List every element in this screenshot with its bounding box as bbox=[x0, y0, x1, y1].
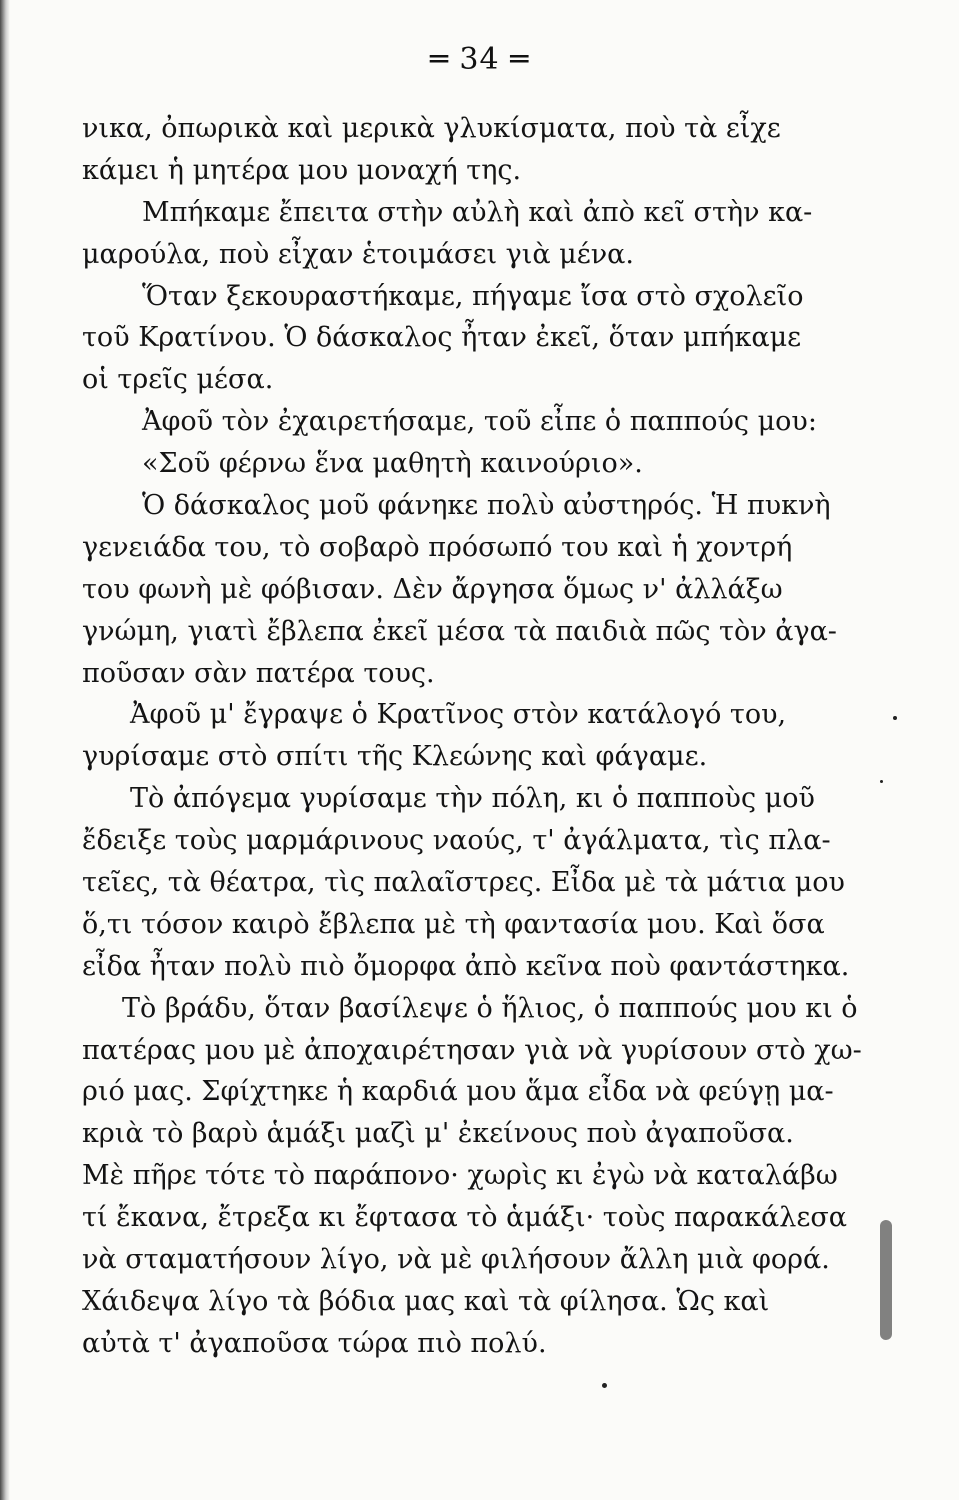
text-line: τοῦ Κρατίνου. Ὁ δάσκαλος ἦταν ἐκεῖ, ὅταν μπήκαμε bbox=[82, 322, 802, 354]
text-line: Μπήκαμε ἔπειτα στὴν αὐλὴ καὶ ἀπὸ κεῖ στὴν κα- bbox=[142, 196, 813, 228]
text-line: ριό μας. Σφίχτηκε ἡ καρδιά μου ἅμα εἶδα νὰ φεύγῃ μα- bbox=[82, 1076, 834, 1108]
text-line: Τὸ ἀπόγεμα γυρίσαμε τὴν πόλη, κι ὁ παπποὺς μοῦ bbox=[130, 783, 815, 815]
text-line: Ὅταν ξεκουραστήκαμε, πήγαμε ἴσα στὸ σχολεῖο bbox=[142, 280, 804, 312]
text-line: ὅ,τι τόσον καιρὸ ἔβλεπα μὲ τὴ φαντασία μου. Καὶ ὅσα bbox=[82, 908, 825, 940]
ink-spot bbox=[880, 780, 883, 783]
body-text bbox=[82, 108, 882, 1365]
text-line: αὐτὰ τ' ἀγαποῦσα τώρα πιὸ πολύ. bbox=[82, 1327, 547, 1359]
page-number: ═ 34 ═ bbox=[429, 42, 530, 77]
text-line: τεῖες, τὰ θέατρα, τὶς παλαῖστρες. Εἶδα μὲ τὰ μάτια μου bbox=[82, 867, 845, 899]
text-line: κριὰ τὸ βαρὺ ἁμάξι μαζὶ μ' ἐκείνους ποὺ ἀγαποῦσα. bbox=[82, 1118, 794, 1150]
text-line: νικα, ὀπωρικὰ καὶ μερικὰ γλυκίσματα, ποὺ τὰ εἶχε bbox=[82, 113, 781, 144]
page-edge-shadow bbox=[0, 0, 10, 1500]
text-line: γυρίσαμε στὸ σπίτι τῆς Κλεώνης καὶ φάγαμε. bbox=[82, 741, 708, 773]
text-line: πατέρας μου μὲ ἀποχαιρέτησαν γιὰ νὰ γυρίσουν στὸ χω- bbox=[82, 1034, 862, 1066]
text-line: κάμει ἡ μητέρα μου μοναχή της. bbox=[82, 154, 522, 186]
text-line: τί ἔκανα, ἔτρεξα κι ἔφτασα τὸ ἁμάξι· τοὺς παρακάλεσα bbox=[82, 1202, 848, 1234]
text-line: ποῦσαν σὰν πατέρα τους. bbox=[82, 657, 435, 689]
text-line: μαρούλα, ποὺ εἶχαν ἑτοιμάσει γιὰ μένα. bbox=[82, 238, 634, 270]
text-line: Χάιδεψα λίγο τὰ βόδια μας καὶ τὰ φίλησα. Ὡς καὶ bbox=[82, 1285, 770, 1317]
text-line: γενειάδα του, τὸ σοβαρὸ πρόσωπό του καὶ ἡ χοντρή bbox=[82, 531, 793, 563]
ink-smudge bbox=[880, 1220, 892, 1340]
text-line: Ἀφοῦ μ' ἔγραψε ὁ Κρατῖνος στὸν κατάλογό του, bbox=[130, 699, 787, 731]
ink-spot bbox=[893, 716, 897, 720]
ink-spot bbox=[602, 1383, 607, 1388]
text-line: γνώμη, γιατὶ ἔβλεπα ἐκεῖ μέσα τὰ παιδιὰ πῶς τὸν ἀγα- bbox=[82, 615, 837, 647]
text-line: νὰ σταματήσουν λίγο, νὰ μὲ φιλήσουν ἄλλη μιὰ φορά. bbox=[82, 1244, 830, 1276]
text-line: του φωνὴ μὲ φόβισαν. Δὲν ἄργησα ὅμως ν' ἀλλάξω bbox=[82, 573, 783, 605]
text-line: Ὁ δάσκαλος μοῦ φάνηκε πολὺ αὐστηρός. Ἡ πυκνὴ bbox=[142, 490, 831, 522]
text-line: «Σοῦ φέρνω ἕνα μαθητὴ καινούριο». bbox=[142, 448, 643, 480]
text-line: Μὲ πῆρε τότε τὸ παράπονο· χωρὶς κι ἐγὼ νὰ καταλάβω bbox=[82, 1160, 838, 1192]
text-line: εἶδα ἦταν πολὺ πιὸ ὄμορφα ἀπὸ κεῖνα ποὺ φαντάστηκα. bbox=[82, 950, 850, 982]
text-line: ἔδειξε τοὺς μαρμάρινους ναούς, τ' ἀγάλματα, τὶς πλα- bbox=[82, 825, 831, 857]
text-line: οἱ τρεῖς μέσα. bbox=[82, 364, 274, 396]
text-line: Τὸ βράδυ, ὅταν βασίλεψε ὁ ἥλιος, ὁ παππούς μου κι ὁ bbox=[122, 992, 858, 1024]
text-line: Ἀφοῦ τὸν ἐχαιρετήσαμε, τοῦ εἶπε ὁ παππούς μου: bbox=[142, 406, 817, 438]
